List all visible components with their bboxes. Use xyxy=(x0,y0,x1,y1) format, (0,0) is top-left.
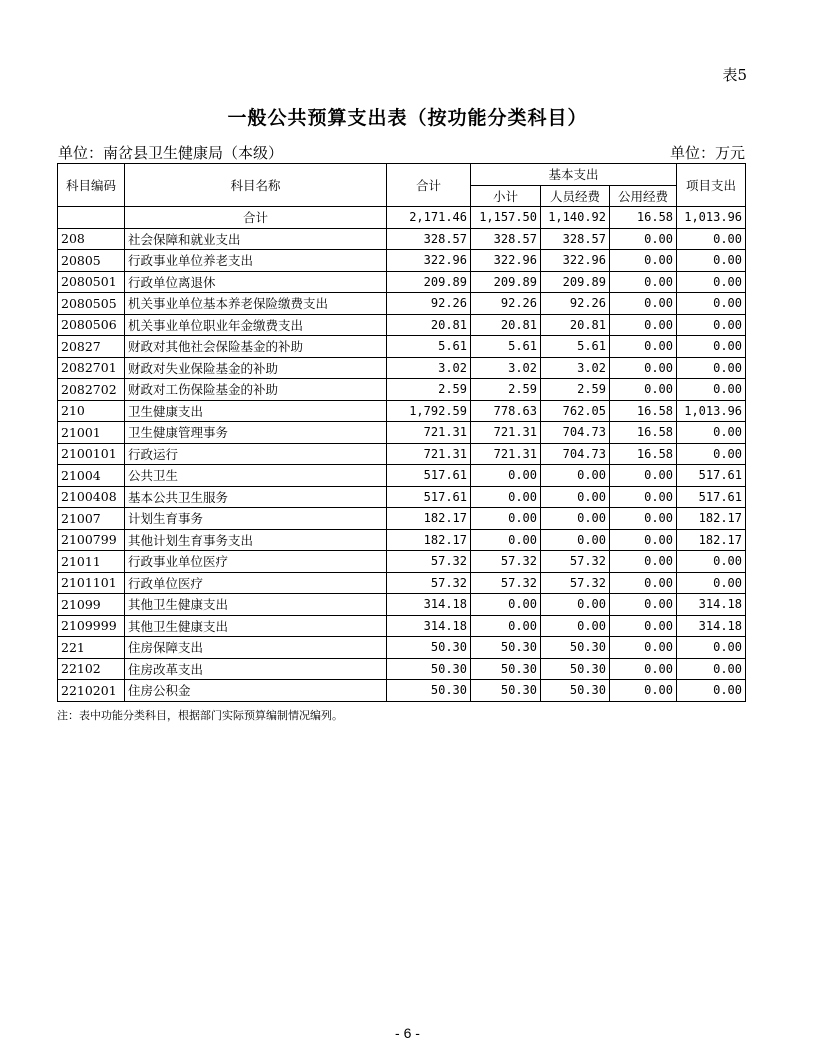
row-project: 0.00 xyxy=(677,314,746,336)
row-name: 行政事业单位医疗 xyxy=(125,551,387,573)
header-name: 科目名称 xyxy=(125,164,387,207)
row-public: 0.00 xyxy=(610,357,677,379)
row-personnel: 92.26 xyxy=(541,293,610,315)
page-number: - 6 - xyxy=(395,1025,420,1041)
page-title: 一般公共预算支出表（按功能分类科目） xyxy=(227,107,588,129)
row-total: 2.59 xyxy=(387,379,471,401)
table-row xyxy=(58,228,746,250)
row-subtotal: 0.00 xyxy=(471,615,541,637)
row-total: 92.26 xyxy=(387,293,471,315)
row-name: 财政对其他社会保险基金的补助 xyxy=(125,336,387,358)
table-row xyxy=(58,357,746,379)
row-personnel: 0.00 xyxy=(541,529,610,551)
total-total: 2,171.46 xyxy=(387,207,471,229)
row-public: 0.00 xyxy=(610,336,677,358)
row-subtotal: 0.00 xyxy=(471,529,541,551)
row-name: 其他卫生健康支出 xyxy=(125,594,387,616)
row-personnel: 704.73 xyxy=(541,443,610,465)
row-project: 0.00 xyxy=(677,357,746,379)
row-personnel: 0.00 xyxy=(541,508,610,530)
row-name: 财政对失业保险基金的补助 xyxy=(125,357,387,379)
row-personnel: 762.05 xyxy=(541,400,610,422)
row-subtotal: 57.32 xyxy=(471,551,541,573)
row-project: 0.00 xyxy=(677,572,746,594)
row-public: 0.00 xyxy=(610,379,677,401)
table-note: 注：表中功能分类科目，根据部门实际预算编制情况编列。 xyxy=(57,709,343,722)
header-project: 项目支出 xyxy=(677,164,746,207)
table-row xyxy=(58,508,746,530)
row-subtotal: 721.31 xyxy=(471,443,541,465)
row-public: 0.00 xyxy=(610,508,677,530)
unit-currency: 单位：万元 xyxy=(669,144,745,162)
row-subtotal: 0.00 xyxy=(471,465,541,487)
row-total: 314.18 xyxy=(387,615,471,637)
row-subtotal: 3.02 xyxy=(471,357,541,379)
header-public: 公用经费 xyxy=(610,185,677,207)
row-public: 0.00 xyxy=(610,293,677,315)
row-name: 行政事业单位养老支出 xyxy=(125,250,387,272)
table-row xyxy=(58,637,746,659)
row-code: 21099 xyxy=(58,594,125,616)
row-total: 322.96 xyxy=(387,250,471,272)
total-row xyxy=(58,207,746,229)
row-project: 0.00 xyxy=(677,379,746,401)
row-code: 20827 xyxy=(58,336,125,358)
row-project: 0.00 xyxy=(677,422,746,444)
table-row xyxy=(58,529,746,551)
table-row xyxy=(58,314,746,336)
row-total: 3.02 xyxy=(387,357,471,379)
row-personnel: 328.57 xyxy=(541,228,610,250)
row-personnel: 2.59 xyxy=(541,379,610,401)
expenditure-table xyxy=(57,163,746,702)
row-subtotal: 50.30 xyxy=(471,637,541,659)
row-code: 2101101 xyxy=(58,572,125,594)
row-personnel: 50.30 xyxy=(541,680,610,702)
row-code: 22102 xyxy=(58,658,125,680)
row-project: 0.00 xyxy=(677,443,746,465)
total-project: 1,013.96 xyxy=(677,207,746,229)
row-name: 住房改革支出 xyxy=(125,658,387,680)
row-name: 社会保障和就业支出 xyxy=(125,228,387,250)
row-code: 20805 xyxy=(58,250,125,272)
row-code: 21004 xyxy=(58,465,125,487)
row-name: 其他卫生健康支出 xyxy=(125,615,387,637)
row-total: 182.17 xyxy=(387,508,471,530)
row-name: 行政单位医疗 xyxy=(125,572,387,594)
row-name: 计划生育事务 xyxy=(125,508,387,530)
row-project: 0.00 xyxy=(677,637,746,659)
row-subtotal: 57.32 xyxy=(471,572,541,594)
total-public: 16.58 xyxy=(610,207,677,229)
row-subtotal: 209.89 xyxy=(471,271,541,293)
row-public: 0.00 xyxy=(610,271,677,293)
row-code: 21001 xyxy=(58,422,125,444)
row-name: 行政运行 xyxy=(125,443,387,465)
row-total: 50.30 xyxy=(387,680,471,702)
row-name: 住房公积金 xyxy=(125,680,387,702)
row-subtotal: 20.81 xyxy=(471,314,541,336)
row-code: 2100101 xyxy=(58,443,125,465)
row-personnel: 0.00 xyxy=(541,486,610,508)
row-personnel: 322.96 xyxy=(541,250,610,272)
row-public: 0.00 xyxy=(610,465,677,487)
row-public: 0.00 xyxy=(610,529,677,551)
table-row xyxy=(58,271,746,293)
row-project: 0.00 xyxy=(677,680,746,702)
row-project: 517.61 xyxy=(677,486,746,508)
row-code: 2100799 xyxy=(58,529,125,551)
table-row xyxy=(58,551,746,573)
table-row xyxy=(58,293,746,315)
row-public: 0.00 xyxy=(610,314,677,336)
row-name: 机关事业单位基本养老保险缴费支出 xyxy=(125,293,387,315)
row-subtotal: 5.61 xyxy=(471,336,541,358)
row-personnel: 0.00 xyxy=(541,615,610,637)
row-subtotal: 0.00 xyxy=(471,594,541,616)
row-total: 1,792.59 xyxy=(387,400,471,422)
table-row xyxy=(58,336,746,358)
table-row xyxy=(58,615,746,637)
row-code: 2080506 xyxy=(58,314,125,336)
row-total: 721.31 xyxy=(387,443,471,465)
row-project: 1,013.96 xyxy=(677,400,746,422)
row-personnel: 57.32 xyxy=(541,551,610,573)
unit-department: 单位：南岔县卫生健康局（本级） xyxy=(58,144,284,162)
header-code: 科目编码 xyxy=(58,164,125,207)
row-code: 2210201 xyxy=(58,680,125,702)
row-public: 0.00 xyxy=(610,228,677,250)
row-project: 0.00 xyxy=(677,336,746,358)
row-code: 2109999 xyxy=(58,615,125,637)
row-project: 0.00 xyxy=(677,551,746,573)
table-row xyxy=(58,594,746,616)
row-personnel: 57.32 xyxy=(541,572,610,594)
row-public: 0.00 xyxy=(610,250,677,272)
row-name: 其他计划生育事务支出 xyxy=(125,529,387,551)
table-row xyxy=(58,379,746,401)
table-row xyxy=(58,443,746,465)
table-row xyxy=(58,572,746,594)
table-row xyxy=(58,465,746,487)
row-total: 20.81 xyxy=(387,314,471,336)
row-total: 721.31 xyxy=(387,422,471,444)
total-personnel: 1,140.92 xyxy=(541,207,610,229)
row-subtotal: 0.00 xyxy=(471,486,541,508)
row-total: 57.32 xyxy=(387,551,471,573)
row-code: 2082702 xyxy=(58,379,125,401)
row-code: 2080501 xyxy=(58,271,125,293)
header-basic: 基本支出 xyxy=(471,164,677,186)
row-total: 50.30 xyxy=(387,637,471,659)
row-public: 0.00 xyxy=(610,680,677,702)
row-total: 328.57 xyxy=(387,228,471,250)
row-code: 208 xyxy=(58,228,125,250)
row-personnel: 209.89 xyxy=(541,271,610,293)
header-personnel: 人员经费 xyxy=(541,185,610,207)
row-public: 0.00 xyxy=(610,486,677,508)
row-public: 0.00 xyxy=(610,551,677,573)
row-project: 0.00 xyxy=(677,271,746,293)
row-code: 210 xyxy=(58,400,125,422)
row-subtotal: 50.30 xyxy=(471,680,541,702)
row-code: 2100408 xyxy=(58,486,125,508)
row-total: 517.61 xyxy=(387,465,471,487)
row-total: 314.18 xyxy=(387,594,471,616)
row-total: 517.61 xyxy=(387,486,471,508)
row-subtotal: 2.59 xyxy=(471,379,541,401)
row-name: 住房保障支出 xyxy=(125,637,387,659)
row-project: 0.00 xyxy=(677,228,746,250)
row-subtotal: 778.63 xyxy=(471,400,541,422)
row-personnel: 50.30 xyxy=(541,637,610,659)
row-total: 209.89 xyxy=(387,271,471,293)
row-name: 公共卫生 xyxy=(125,465,387,487)
table-row xyxy=(58,400,746,422)
row-project: 0.00 xyxy=(677,658,746,680)
row-personnel: 0.00 xyxy=(541,594,610,616)
row-public: 0.00 xyxy=(610,615,677,637)
total-subtotal: 1,157.50 xyxy=(471,207,541,229)
row-personnel: 704.73 xyxy=(541,422,610,444)
row-subtotal: 92.26 xyxy=(471,293,541,315)
row-project: 314.18 xyxy=(677,615,746,637)
row-total: 50.30 xyxy=(387,658,471,680)
row-code: 221 xyxy=(58,637,125,659)
row-total: 5.61 xyxy=(387,336,471,358)
row-code: 2082701 xyxy=(58,357,125,379)
total-label: 合计 xyxy=(125,207,387,229)
row-public: 0.00 xyxy=(610,637,677,659)
row-name: 财政对工伤保险基金的补助 xyxy=(125,379,387,401)
row-name: 基本公共卫生服务 xyxy=(125,486,387,508)
row-name: 卫生健康支出 xyxy=(125,400,387,422)
row-public: 16.58 xyxy=(610,443,677,465)
row-subtotal: 50.30 xyxy=(471,658,541,680)
row-code: 21011 xyxy=(58,551,125,573)
row-personnel: 3.02 xyxy=(541,357,610,379)
row-subtotal: 0.00 xyxy=(471,508,541,530)
row-name: 行政单位离退休 xyxy=(125,271,387,293)
row-public: 0.00 xyxy=(610,572,677,594)
table-row xyxy=(58,250,746,272)
row-project: 182.17 xyxy=(677,529,746,551)
row-subtotal: 328.57 xyxy=(471,228,541,250)
row-personnel: 50.30 xyxy=(541,658,610,680)
row-public: 16.58 xyxy=(610,422,677,444)
row-personnel: 20.81 xyxy=(541,314,610,336)
row-personnel: 0.00 xyxy=(541,465,610,487)
row-subtotal: 721.31 xyxy=(471,422,541,444)
table-row xyxy=(58,680,746,702)
table-row xyxy=(58,658,746,680)
row-public: 0.00 xyxy=(610,594,677,616)
header-subtotal: 小计 xyxy=(471,185,541,207)
row-public: 16.58 xyxy=(610,400,677,422)
table-row xyxy=(58,422,746,444)
row-project: 0.00 xyxy=(677,250,746,272)
header-total: 合计 xyxy=(387,164,471,207)
row-total: 57.32 xyxy=(387,572,471,594)
row-public: 0.00 xyxy=(610,658,677,680)
row-name: 机关事业单位职业年金缴费支出 xyxy=(125,314,387,336)
total-code-cell xyxy=(58,207,125,229)
row-project: 517.61 xyxy=(677,465,746,487)
row-name: 卫生健康管理事务 xyxy=(125,422,387,444)
row-code: 21007 xyxy=(58,508,125,530)
row-project: 314.18 xyxy=(677,594,746,616)
row-project: 182.17 xyxy=(677,508,746,530)
table-number: 表5 xyxy=(722,66,747,84)
row-subtotal: 322.96 xyxy=(471,250,541,272)
table-row xyxy=(58,486,746,508)
row-code: 2080505 xyxy=(58,293,125,315)
row-project: 0.00 xyxy=(677,293,746,315)
row-total: 182.17 xyxy=(387,529,471,551)
row-personnel: 5.61 xyxy=(541,336,610,358)
